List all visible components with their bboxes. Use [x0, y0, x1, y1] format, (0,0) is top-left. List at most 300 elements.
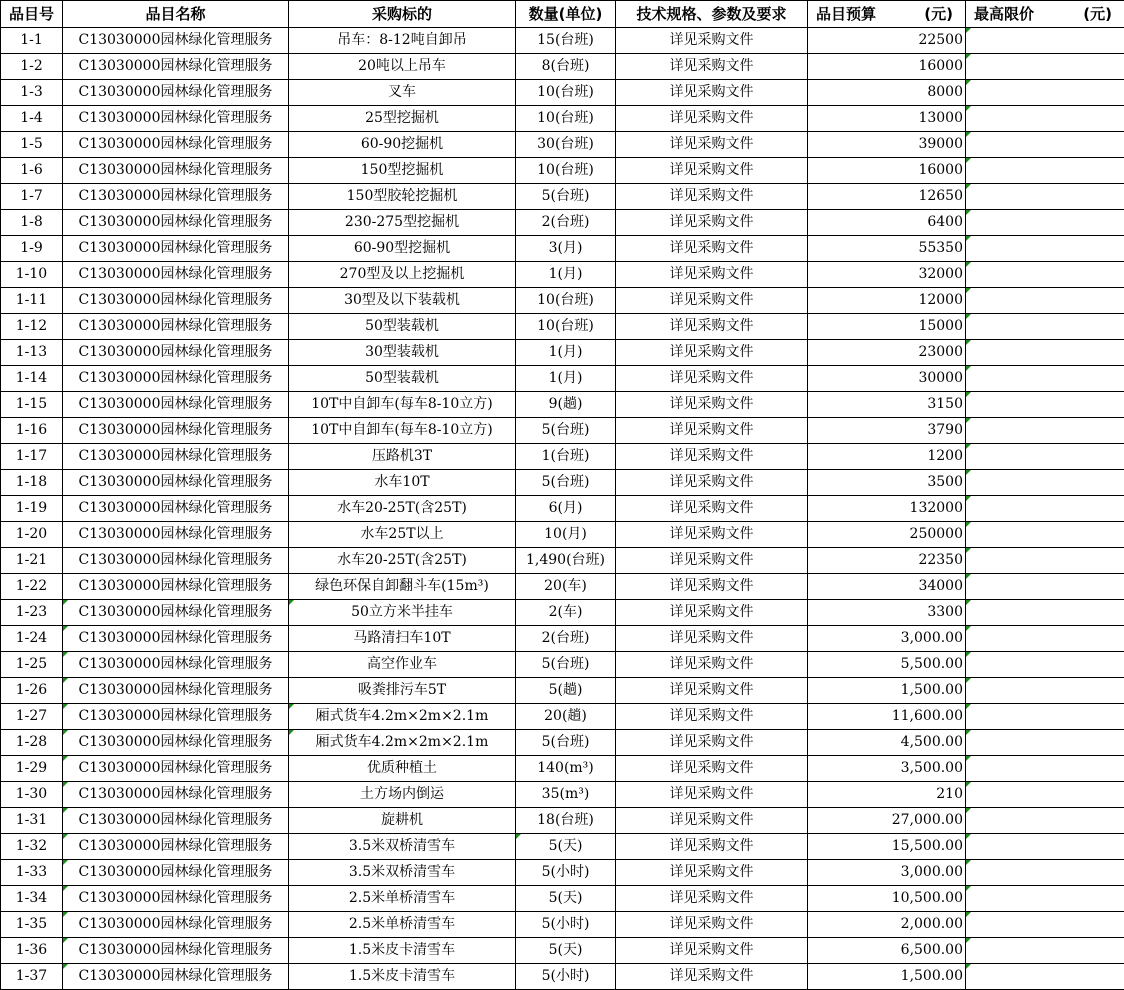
cell-target[interactable]: 旋耕机	[289, 808, 516, 834]
cell-budget[interactable]: 16000	[808, 158, 966, 184]
cell-spec[interactable]: 详见采购文件	[616, 184, 808, 210]
cell-quantity[interactable]: 10(台班)	[516, 158, 616, 184]
cell-budget[interactable]: 8000	[808, 80, 966, 106]
cell-target[interactable]: 30型及以下装载机	[289, 288, 516, 314]
cell-item-name[interactable]: C13030000园林绿化管理服务	[63, 782, 289, 808]
cell-spec[interactable]: 详见采购文件	[616, 366, 808, 392]
cell-item-no[interactable]: 1-37	[1, 964, 63, 990]
table-row	[1, 106, 1124, 132]
cell-budget[interactable]: 1200	[808, 444, 966, 470]
cell-price-limit[interactable]	[966, 470, 1124, 496]
cell-item-name[interactable]: C13030000园林绿化管理服务	[63, 860, 289, 886]
cell-price-limit[interactable]	[966, 912, 1124, 938]
cell-price-limit[interactable]	[966, 626, 1124, 652]
cell-target[interactable]: 270型及以上挖掘机	[289, 262, 516, 288]
cell-budget[interactable]: 12650	[808, 184, 966, 210]
cell-item-no[interactable]: 1-17	[1, 444, 63, 470]
table-row	[1, 756, 1124, 782]
table-row	[1, 704, 1124, 730]
cell-price-limit[interactable]	[966, 782, 1124, 808]
cell-quantity[interactable]: 1(月)	[516, 262, 616, 288]
cell-quantity[interactable]: 10(台班)	[516, 288, 616, 314]
cell-price-limit[interactable]	[966, 964, 1124, 990]
table-row	[1, 938, 1124, 964]
cell-item-no[interactable]: 1-9	[1, 236, 63, 262]
cell-target[interactable]: 水车10T	[289, 470, 516, 496]
cell-item-name[interactable]: C13030000园林绿化管理服务	[63, 106, 289, 132]
cell-item-name[interactable]: C13030000园林绿化管理服务	[63, 808, 289, 834]
cell-price-limit[interactable]	[966, 678, 1124, 704]
cell-spec[interactable]: 详见采购文件	[616, 860, 808, 886]
table-row	[1, 184, 1124, 210]
cell-quantity[interactable]: 6(月)	[516, 496, 616, 522]
cell-item-no[interactable]: 1-35	[1, 912, 63, 938]
table-row	[1, 860, 1124, 886]
cell-item-no[interactable]: 1-23	[1, 600, 63, 626]
cell-budget[interactable]: 6400	[808, 210, 966, 236]
cell-item-no[interactable]: 1-5	[1, 132, 63, 158]
table-row	[1, 80, 1124, 106]
cell-quantity[interactable]: 20(车)	[516, 574, 616, 600]
cell-price-limit[interactable]	[966, 886, 1124, 912]
cell-item-name[interactable]: C13030000园林绿化管理服务	[63, 366, 289, 392]
cell-item-no[interactable]: 1-19	[1, 496, 63, 522]
cell-price-limit[interactable]	[966, 288, 1124, 314]
cell-quantity[interactable]: 140(m³)	[516, 756, 616, 782]
cell-target[interactable]: 20吨以上吊车	[289, 54, 516, 80]
cell-item-no[interactable]: 1-32	[1, 834, 63, 860]
cell-spec[interactable]: 详见采购文件	[616, 444, 808, 470]
cell-budget[interactable]: 1,500.00	[808, 964, 966, 990]
cell-budget[interactable]: 16000	[808, 54, 966, 80]
cell-target[interactable]: 叉车	[289, 80, 516, 106]
cell-item-no[interactable]: 1-1	[1, 28, 63, 54]
cell-budget[interactable]: 3,500.00	[808, 756, 966, 782]
cell-spec[interactable]: 详见采购文件	[616, 288, 808, 314]
cell-item-no[interactable]: 1-34	[1, 886, 63, 912]
header-budget	[808, 1, 966, 28]
cell-price-limit[interactable]	[966, 54, 1124, 80]
cell-target[interactable]: 厢式货车4.2m×2m×2.1m	[289, 704, 516, 730]
cell-quantity[interactable]: 9(趟)	[516, 392, 616, 418]
cell-target[interactable]: 1.5米皮卡清雪车	[289, 938, 516, 964]
table-row	[1, 964, 1124, 990]
cell-spec[interactable]: 详见采购文件	[616, 340, 808, 366]
cell-budget[interactable]: 1,500.00	[808, 678, 966, 704]
cell-item-name[interactable]: C13030000园林绿化管理服务	[63, 262, 289, 288]
cell-budget[interactable]: 55350	[808, 236, 966, 262]
cell-target[interactable]: 土方场内倒运	[289, 782, 516, 808]
cell-item-name[interactable]: C13030000园林绿化管理服务	[63, 834, 289, 860]
cell-spec[interactable]: 详见采购文件	[616, 626, 808, 652]
cell-quantity[interactable]: 1(台班)	[516, 444, 616, 470]
cell-target[interactable]: 30型装载机	[289, 340, 516, 366]
cell-spec[interactable]: 详见采购文件	[616, 80, 808, 106]
cell-quantity[interactable]: 20(趟)	[516, 704, 616, 730]
cell-target[interactable]: 水车20-25T(含25T)	[289, 496, 516, 522]
cell-item-name[interactable]: C13030000园林绿化管理服务	[63, 28, 289, 54]
cell-spec[interactable]: 详见采购文件	[616, 236, 808, 262]
table-row	[1, 340, 1124, 366]
cell-budget[interactable]: 250000	[808, 522, 966, 548]
cell-price-limit[interactable]	[966, 106, 1124, 132]
cell-price-limit[interactable]	[966, 28, 1124, 54]
cell-budget[interactable]: 3790	[808, 418, 966, 444]
cell-spec[interactable]: 详见采购文件	[616, 938, 808, 964]
cell-target[interactable]: 压路机3T	[289, 444, 516, 470]
table-row	[1, 314, 1124, 340]
cell-item-name[interactable]: C13030000园林绿化管理服务	[63, 184, 289, 210]
cell-item-name[interactable]: C13030000园林绿化管理服务	[63, 730, 289, 756]
cell-target[interactable]: 吊车：8-12吨自卸吊	[289, 28, 516, 54]
header-quantity: 数量(单位)	[516, 1, 616, 28]
cell-item-no[interactable]: 1-6	[1, 158, 63, 184]
cell-item-name[interactable]: C13030000园林绿化管理服务	[63, 54, 289, 80]
cell-item-no[interactable]: 1-27	[1, 704, 63, 730]
table-row	[1, 886, 1124, 912]
cell-item-no[interactable]: 1-24	[1, 626, 63, 652]
header-price-limit	[966, 1, 1124, 28]
cell-quantity[interactable]: 1,490(台班)	[516, 548, 616, 574]
cell-item-no[interactable]: 1-16	[1, 418, 63, 444]
cell-spec[interactable]: 详见采购文件	[616, 886, 808, 912]
cell-target[interactable]: 吸粪排污车5T	[289, 678, 516, 704]
cell-quantity[interactable]: 5(台班)	[516, 652, 616, 678]
table-row	[1, 54, 1124, 80]
cell-price-limit[interactable]	[966, 366, 1124, 392]
cell-item-no[interactable]: 1-3	[1, 80, 63, 106]
header-item-no: 品目号	[1, 1, 63, 28]
cell-item-name[interactable]: C13030000园林绿化管理服务	[63, 964, 289, 990]
cell-budget[interactable]: 6,500.00	[808, 938, 966, 964]
cell-item-no[interactable]: 1-12	[1, 314, 63, 340]
cell-item-name[interactable]: C13030000园林绿化管理服务	[63, 314, 289, 340]
cell-target[interactable]: 厢式货车4.2m×2m×2.1m	[289, 730, 516, 756]
cell-quantity[interactable]: 5(台班)	[516, 184, 616, 210]
cell-quantity[interactable]: 10(台班)	[516, 106, 616, 132]
cell-spec[interactable]: 详见采购文件	[616, 704, 808, 730]
cell-spec[interactable]: 详见采购文件	[616, 132, 808, 158]
cell-spec[interactable]: 详见采购文件	[616, 912, 808, 938]
cell-quantity[interactable]: 5(天)	[516, 938, 616, 964]
cell-price-limit[interactable]	[966, 860, 1124, 886]
cell-spec[interactable]: 详见采购文件	[616, 678, 808, 704]
cell-quantity[interactable]: 10(台班)	[516, 314, 616, 340]
cell-target[interactable]: 2.5米单桥清雪车	[289, 886, 516, 912]
cell-price-limit[interactable]	[966, 132, 1124, 158]
cell-item-name[interactable]: C13030000园林绿化管理服务	[63, 574, 289, 600]
cell-item-name[interactable]: C13030000园林绿化管理服务	[63, 756, 289, 782]
table-row	[1, 262, 1124, 288]
cell-price-limit[interactable]	[966, 652, 1124, 678]
cell-spec[interactable]: 详见采购文件	[616, 210, 808, 236]
table-row	[1, 548, 1124, 574]
cell-target[interactable]: 50型装载机	[289, 314, 516, 340]
cell-price-limit[interactable]	[966, 574, 1124, 600]
table-row	[1, 834, 1124, 860]
cell-target[interactable]: 150型挖掘机	[289, 158, 516, 184]
cell-target[interactable]: 25型挖掘机	[289, 106, 516, 132]
cell-item-name[interactable]: C13030000园林绿化管理服务	[63, 340, 289, 366]
cell-budget[interactable]: 13000	[808, 106, 966, 132]
cell-price-limit[interactable]	[966, 418, 1124, 444]
cell-target[interactable]: 60-90型挖掘机	[289, 236, 516, 262]
cell-item-no[interactable]: 1-29	[1, 756, 63, 782]
cell-quantity[interactable]: 2(台班)	[516, 626, 616, 652]
cell-item-name[interactable]: C13030000园林绿化管理服务	[63, 704, 289, 730]
header-budget-unit: (元)	[924, 1, 953, 27]
cell-budget[interactable]: 5,500.00	[808, 652, 966, 678]
cell-item-name[interactable]: C13030000园林绿化管理服务	[63, 132, 289, 158]
table-row	[1, 392, 1124, 418]
cell-item-no[interactable]: 1-10	[1, 262, 63, 288]
cell-price-limit[interactable]	[966, 600, 1124, 626]
cell-spec[interactable]: 详见采购文件	[616, 158, 808, 184]
header-spec: 技术规格、参数及要求	[616, 1, 808, 28]
cell-budget[interactable]: 32000	[808, 262, 966, 288]
table-row	[1, 236, 1124, 262]
cell-quantity[interactable]: 30(台班)	[516, 132, 616, 158]
cell-item-no[interactable]: 1-18	[1, 470, 63, 496]
cell-quantity[interactable]: 5(小时)	[516, 860, 616, 886]
cell-item-no[interactable]: 1-15	[1, 392, 63, 418]
cell-budget[interactable]: 10,500.00	[808, 886, 966, 912]
cell-budget[interactable]: 34000	[808, 574, 966, 600]
cell-spec[interactable]: 详见采购文件	[616, 548, 808, 574]
cell-quantity[interactable]: 1(月)	[516, 340, 616, 366]
cell-price-limit[interactable]	[966, 938, 1124, 964]
cell-item-name[interactable]: C13030000园林绿化管理服务	[63, 938, 289, 964]
cell-quantity[interactable]: 5(台班)	[516, 470, 616, 496]
cell-price-limit[interactable]	[966, 340, 1124, 366]
cell-item-no[interactable]: 1-30	[1, 782, 63, 808]
cell-budget[interactable]: 3150	[808, 392, 966, 418]
table-row	[1, 574, 1124, 600]
cell-price-limit[interactable]	[966, 210, 1124, 236]
cell-target[interactable]: 50立方米半挂车	[289, 600, 516, 626]
cell-quantity[interactable]: 18(台班)	[516, 808, 616, 834]
cell-target[interactable]: 150型胶轮挖掘机	[289, 184, 516, 210]
cell-spec[interactable]: 详见采购文件	[616, 262, 808, 288]
cell-price-limit[interactable]	[966, 314, 1124, 340]
cell-spec[interactable]: 详见采购文件	[616, 964, 808, 990]
cell-budget[interactable]: 23000	[808, 340, 966, 366]
cell-target[interactable]: 60-90挖掘机	[289, 132, 516, 158]
cell-target[interactable]: 10T中自卸车(每车8-10立方)	[289, 392, 516, 418]
cell-item-no[interactable]: 1-21	[1, 548, 63, 574]
cell-budget[interactable]: 11,600.00	[808, 704, 966, 730]
cell-item-name[interactable]: C13030000园林绿化管理服务	[63, 210, 289, 236]
cell-budget[interactable]: 4,500.00	[808, 730, 966, 756]
cell-item-no[interactable]: 1-8	[1, 210, 63, 236]
cell-spec[interactable]: 详见采购文件	[616, 106, 808, 132]
cell-item-no[interactable]: 1-4	[1, 106, 63, 132]
table-row	[1, 678, 1124, 704]
cell-budget[interactable]: 22350	[808, 548, 966, 574]
cell-budget[interactable]: 22500	[808, 28, 966, 54]
cell-spec[interactable]: 详见采购文件	[616, 652, 808, 678]
cell-item-no[interactable]: 1-31	[1, 808, 63, 834]
cell-item-name[interactable]: C13030000园林绿化管理服务	[63, 444, 289, 470]
cell-price-limit[interactable]	[966, 756, 1124, 782]
cell-item-name[interactable]: C13030000园林绿化管理服务	[63, 236, 289, 262]
cell-budget[interactable]: 15,500.00	[808, 834, 966, 860]
cell-budget[interactable]: 3,000.00	[808, 626, 966, 652]
cell-item-no[interactable]: 1-7	[1, 184, 63, 210]
cell-quantity[interactable]: 5(天)	[516, 834, 616, 860]
table-row	[1, 782, 1124, 808]
cell-target[interactable]: 水车20-25T(含25T)	[289, 548, 516, 574]
cell-spec[interactable]: 详见采购文件	[616, 54, 808, 80]
cell-item-name[interactable]: C13030000园林绿化管理服务	[63, 886, 289, 912]
cell-spec[interactable]: 详见采购文件	[616, 496, 808, 522]
cell-spec[interactable]: 详见采购文件	[616, 470, 808, 496]
cell-item-name[interactable]: C13030000园林绿化管理服务	[63, 912, 289, 938]
table-row	[1, 132, 1124, 158]
cell-item-name[interactable]: C13030000园林绿化管理服务	[63, 626, 289, 652]
cell-target[interactable]: 3.5米双桥清雪车	[289, 860, 516, 886]
cell-spec[interactable]: 详见采购文件	[616, 418, 808, 444]
cell-target[interactable]: 优质种植土	[289, 756, 516, 782]
cell-item-no[interactable]: 1-26	[1, 678, 63, 704]
cell-budget[interactable]: 210	[808, 782, 966, 808]
cell-spec[interactable]: 详见采购文件	[616, 730, 808, 756]
cell-item-no[interactable]: 1-2	[1, 54, 63, 80]
cell-budget[interactable]: 3500	[808, 470, 966, 496]
cell-item-no[interactable]: 1-22	[1, 574, 63, 600]
cell-item-name[interactable]: C13030000园林绿化管理服务	[63, 288, 289, 314]
cell-item-name[interactable]: C13030000园林绿化管理服务	[63, 548, 289, 574]
cell-budget[interactable]: 30000	[808, 366, 966, 392]
cell-price-limit[interactable]	[966, 184, 1124, 210]
cell-price-limit[interactable]	[966, 548, 1124, 574]
cell-spec[interactable]: 详见采购文件	[616, 756, 808, 782]
cell-item-name[interactable]: C13030000园林绿化管理服务	[63, 80, 289, 106]
header-limit-label: 最高限价	[974, 1, 1034, 27]
cell-quantity[interactable]: 5(台班)	[516, 730, 616, 756]
cell-price-limit[interactable]	[966, 496, 1124, 522]
cell-item-no[interactable]: 1-20	[1, 522, 63, 548]
cell-budget[interactable]: 2,000.00	[808, 912, 966, 938]
cell-quantity[interactable]: 8(台班)	[516, 54, 616, 80]
table-row	[1, 626, 1124, 652]
cell-quantity[interactable]: 3(月)	[516, 236, 616, 262]
cell-item-no[interactable]: 1-25	[1, 652, 63, 678]
header-item-name: 品目名称	[63, 1, 289, 28]
cell-quantity[interactable]: 5(小时)	[516, 964, 616, 990]
cell-budget[interactable]: 39000	[808, 132, 966, 158]
table-row	[1, 288, 1124, 314]
cell-item-no[interactable]: 1-11	[1, 288, 63, 314]
cell-item-name[interactable]: C13030000园林绿化管理服务	[63, 158, 289, 184]
cell-item-name[interactable]: C13030000园林绿化管理服务	[63, 678, 289, 704]
cell-quantity[interactable]: 35(m³)	[516, 782, 616, 808]
cell-item-name[interactable]: C13030000园林绿化管理服务	[63, 652, 289, 678]
cell-target[interactable]: 50型装载机	[289, 366, 516, 392]
cell-target[interactable]: 1.5米皮卡清雪车	[289, 964, 516, 990]
cell-item-no[interactable]: 1-14	[1, 366, 63, 392]
cell-item-name[interactable]: C13030000园林绿化管理服务	[63, 600, 289, 626]
cell-item-name[interactable]: C13030000园林绿化管理服务	[63, 418, 289, 444]
cell-target[interactable]: 3.5米双桥清雪车	[289, 834, 516, 860]
cell-spec[interactable]: 详见采购文件	[616, 782, 808, 808]
cell-target[interactable]: 水车25T以上	[289, 522, 516, 548]
cell-budget[interactable]: 12000	[808, 288, 966, 314]
cell-price-limit[interactable]	[966, 262, 1124, 288]
cell-item-name[interactable]: C13030000园林绿化管理服务	[63, 470, 289, 496]
cell-spec[interactable]: 详见采购文件	[616, 28, 808, 54]
cell-price-limit[interactable]	[966, 522, 1124, 548]
cell-quantity[interactable]: 5(小时)	[516, 912, 616, 938]
table-row	[1, 28, 1124, 54]
cell-quantity[interactable]: 2(台班)	[516, 210, 616, 236]
cell-target[interactable]: 高空作业车	[289, 652, 516, 678]
cell-item-no[interactable]: 1-13	[1, 340, 63, 366]
cell-target[interactable]: 绿色环保自卸翻斗车(15m³)	[289, 574, 516, 600]
cell-quantity[interactable]: 2(车)	[516, 600, 616, 626]
cell-item-no[interactable]: 1-28	[1, 730, 63, 756]
cell-item-name[interactable]: C13030000园林绿化管理服务	[63, 496, 289, 522]
cell-item-no[interactable]: 1-36	[1, 938, 63, 964]
cell-target[interactable]: 10T中自卸车(每车8-10立方)	[289, 418, 516, 444]
cell-budget[interactable]: 27,000.00	[808, 808, 966, 834]
cell-quantity[interactable]: 1(月)	[516, 366, 616, 392]
table-row	[1, 652, 1124, 678]
table-row	[1, 808, 1124, 834]
cell-spec[interactable]: 详见采购文件	[616, 808, 808, 834]
cell-target[interactable]: 230-275型挖掘机	[289, 210, 516, 236]
table-row	[1, 210, 1124, 236]
cell-budget[interactable]: 132000	[808, 496, 966, 522]
table-row	[1, 496, 1124, 522]
cell-spec[interactable]: 详见采购文件	[616, 392, 808, 418]
cell-price-limit[interactable]	[966, 158, 1124, 184]
cell-quantity[interactable]: 5(趟)	[516, 678, 616, 704]
header-row	[1, 1, 1124, 28]
cell-quantity[interactable]: 10(台班)	[516, 80, 616, 106]
cell-quantity[interactable]: 5(台班)	[516, 418, 616, 444]
cell-target[interactable]: 马路清扫车10T	[289, 626, 516, 652]
cell-quantity[interactable]: 15(台班)	[516, 28, 616, 54]
cell-price-limit[interactable]	[966, 834, 1124, 860]
header-target: 采购标的	[289, 1, 516, 28]
cell-spec[interactable]: 详见采购文件	[616, 574, 808, 600]
cell-quantity[interactable]: 10(月)	[516, 522, 616, 548]
cell-price-limit[interactable]	[966, 704, 1124, 730]
cell-spec[interactable]: 详见采购文件	[616, 834, 808, 860]
table-row	[1, 730, 1124, 756]
cell-budget[interactable]: 15000	[808, 314, 966, 340]
cell-quantity[interactable]: 5(天)	[516, 886, 616, 912]
cell-item-no[interactable]: 1-33	[1, 860, 63, 886]
cell-price-limit[interactable]	[966, 80, 1124, 106]
cell-item-name[interactable]: C13030000园林绿化管理服务	[63, 522, 289, 548]
cell-price-limit[interactable]	[966, 808, 1124, 834]
cell-spec[interactable]: 详见采购文件	[616, 522, 808, 548]
cell-spec[interactable]: 详见采购文件	[616, 314, 808, 340]
cell-target[interactable]: 2.5米单桥清雪车	[289, 912, 516, 938]
cell-budget[interactable]: 3,000.00	[808, 860, 966, 886]
cell-price-limit[interactable]	[966, 444, 1124, 470]
table-row	[1, 470, 1124, 496]
table-row	[1, 418, 1124, 444]
cell-item-name[interactable]: C13030000园林绿化管理服务	[63, 392, 289, 418]
cell-budget[interactable]: 3300	[808, 600, 966, 626]
cell-spec[interactable]: 详见采购文件	[616, 600, 808, 626]
cell-price-limit[interactable]	[966, 392, 1124, 418]
cell-price-limit[interactable]	[966, 236, 1124, 262]
cell-price-limit[interactable]	[966, 730, 1124, 756]
